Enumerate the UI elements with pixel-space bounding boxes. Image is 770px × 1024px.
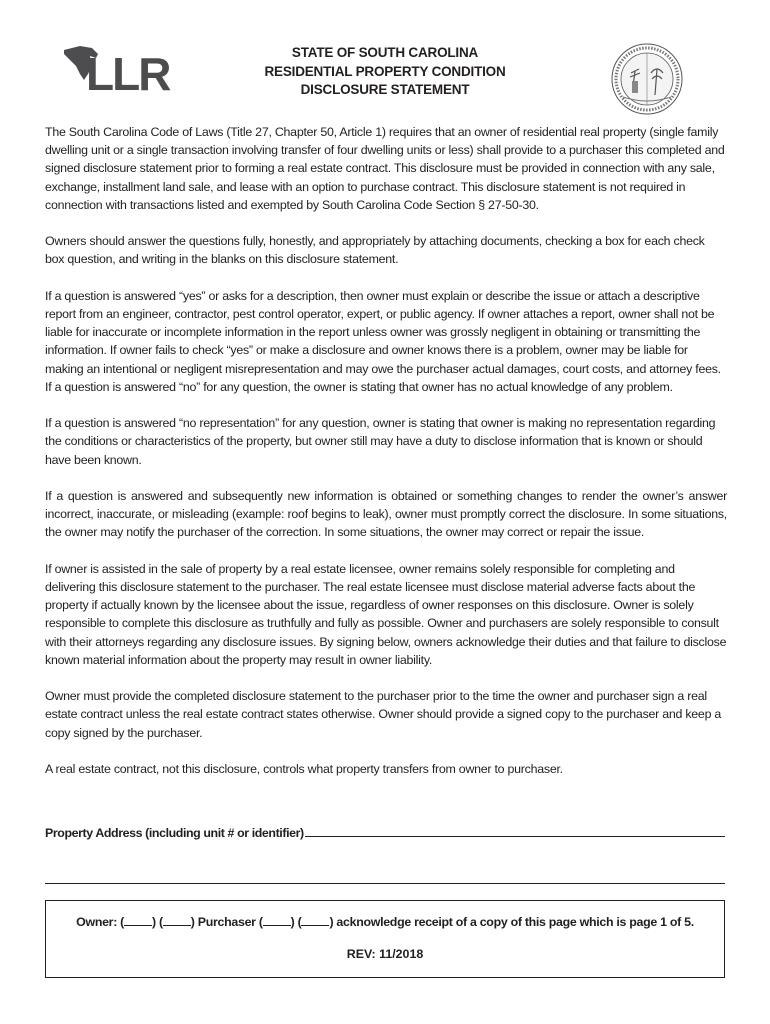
purchaser-initials-2-field[interactable] — [301, 914, 329, 926]
paragraph-licensee: If owner is assisted in the sale of property by a real estate licensee, owner remains solely responsible for completing and delivering this disclosure statement to the purchaser. The real estate licensee must disclose material adverse facts about the property if actually known by the licensee about the issue, regardless of owner responses on this disclosure. Owner is solely responsible to complete this disclosure as truthfully and fully as possible. Owner and purchasers are solely responsible to consult with their attorneys regarding any disclosure issues. By signing below, owners acknowledge their duties and that failure to disclose known material information about the property may result in owner liability. — [45, 561, 727, 667]
title-line-state: STATE OF SOUTH CAROLINA — [291, 45, 479, 60]
owner-label: Owner: — [76, 915, 118, 929]
paragraph-answer-fully: Owners should answer the questions fully, honestly, and appropriately by attaching documents, checking a box for each check box question, and writing in the blanks on this disclosure statement. — [45, 234, 705, 267]
title-line-statement: DISCLOSURE STATEMENT — [300, 82, 470, 97]
purchaser-label: Purchaser — [197, 915, 256, 929]
property-address-row — [45, 823, 725, 840]
document-title — [210, 44, 560, 100]
purchaser-initials-1-field[interactable] — [263, 914, 291, 926]
paragraph-yes-answers: If a question is answered “yes” or asks for a description, then owner must explain or describe the issue or attach a descriptive report from an engineer, contractor, pest control operator, expert, or public agency. If owner attaches a report, owner shall not be liable for inaccurate or incomplete information in the report unless owner was grossly negligent in obtaining or transmitting the information. If owner fails to check “yes” or make a disclosure and owner knows there is a problem, owner may be liable for making an intentional or negligent misrepresentation and may owe the purchaser actual damages, court costs, and attorney fees. If a question is answered “no” for any question, the owner is stating that owner has no actual knowledge of any problem. — [45, 288, 721, 394]
paragraph-no-representation: If a question is answered “no representation” for any question, owner is stating that owner is making no representation regarding the conditions or characteristics of the property, but owner still may have a duty to disclose information that is known or should have been known. — [45, 416, 716, 467]
owner-initials-1-field[interactable] — [124, 914, 152, 926]
paragraph-code-of-laws: The South Carolina Code of Laws (Title 27, Chapter 50, Article 1) requires that an owner of residential real property (single family dwelling unit or a single transaction involving transfer of four dwelling units or less) shall provide to a purchaser this completed and signed disclosure statement prior to forming a real estate contract. This disclosure must be provided in connection with any sale, exchange, installment land sale, and lease with an option to purchase contract. This disclosure statement is not required in connection with transactions listed and exempted by South Carolina Code Section § 27-50-30. — [45, 125, 725, 212]
disclosure-instructions — [45, 123, 727, 796]
paragraph-provide-statement: Owner must provide the completed disclosure statement to the purchaser prior to the time the owner and purchaser sign a real estate contract unless the real estate contract states otherwise. Owner should provide a signed copy to the purchaser and keep a copy signed by the purchaser. — [45, 689, 722, 740]
llr-logo-text: LLR — [86, 48, 170, 94]
paragraph-contract-controls: A real estate contract, not this disclosure, controls what property transfers from owner to purchaser. — [45, 762, 563, 776]
property-address-field[interactable] — [305, 823, 725, 837]
title-line-form: RESIDENTIAL PROPERTY CONDITION — [264, 63, 506, 79]
revision-label: REV: 11/2018 — [346, 947, 424, 961]
property-address-field-line-2[interactable] — [45, 883, 725, 884]
receipt-text: acknowledge receipt of a copy of this page which is page 1 of 5. — [336, 915, 694, 929]
paragraph-new-information: If a question is answered and subsequently new information is obtained or something changes to render the owner’s answer incorrect, inaccurate, or misleading (example: roof begins to leak), owner must promptly correct the disclosure. In some situations, the owner may notify the purchaser of the correction. In some situations, the owner may correct or repair the issue. — [45, 489, 727, 540]
acknowledgement-box — [45, 900, 725, 978]
property-address-label: Property Address (including unit # or identifier) — [45, 826, 304, 840]
llr-logo — [62, 44, 184, 94]
owner-initials-2-field[interactable] — [163, 914, 191, 926]
acknowledgement-line: Owner: ( ) ( ) Purchaser ( ) ( ) acknowledge receipt of a copy of this page which is page 1 of 5. — [76, 915, 694, 929]
state-seal-icon — [611, 43, 683, 115]
